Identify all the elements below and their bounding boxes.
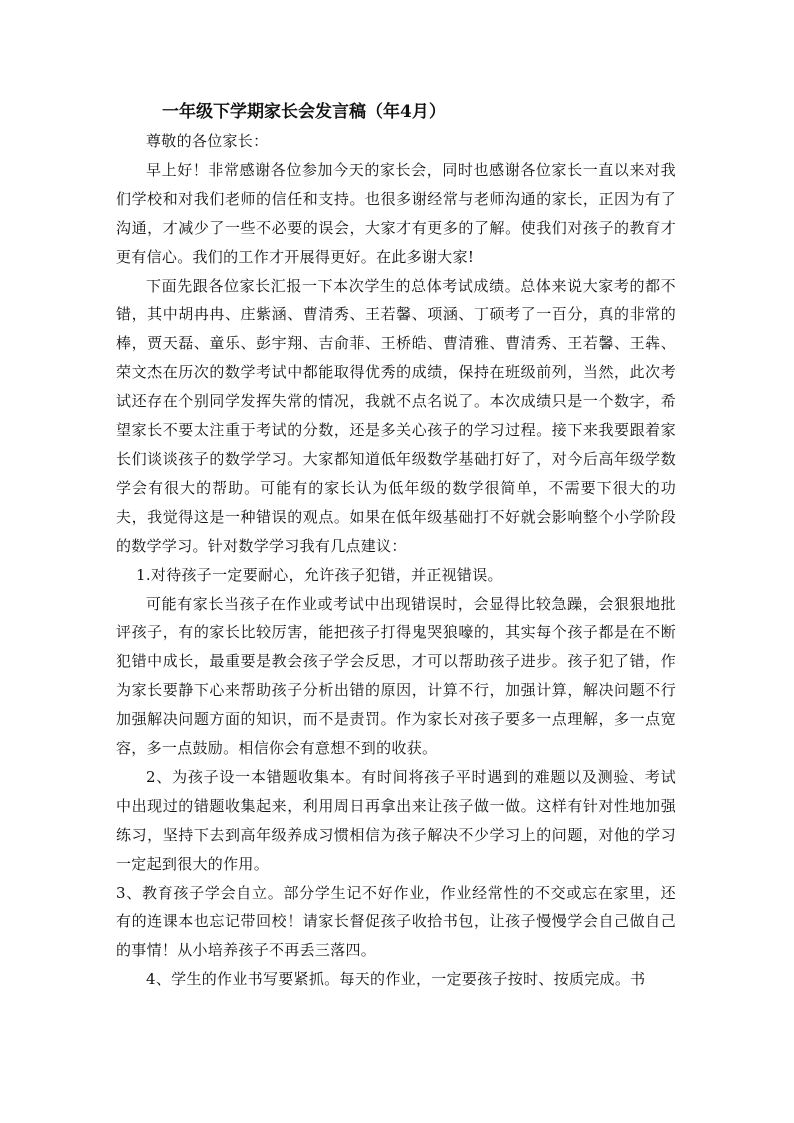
salutation: 尊敬的各位家长： <box>146 132 269 150</box>
document-title: 一年级下学期家长会发言稿（年4月） <box>162 102 446 122</box>
paragraph-patience: 可能有家长当孩子在作业或考试中出现错误时，会显得比较急躁，会狠狠地批评孩子，有的家长比较厉害，能把孩子打得鬼哭狼嚎的，其实每个孩子都是在不断犯错中成长，最重要是教会孩子学会反思，才可以帮助孩子进步。孩子犯了错，作为家长要静下心来帮助孩子分析出错的原因，计算不行，加强计算，解决问题不行加强解决问题方面的知识，而不是责罚。作为家长对孩子要多一点理解，多一点宽容，多一点鼓励。相信你会有意想不到的收获。 <box>116 594 676 758</box>
document-body <box>116 127 676 994</box>
suggestion-1-heading: 1.对待孩子一定要耐心，允许孩子犯错，并正视错误。 <box>136 565 503 584</box>
paragraph-exam-report: 下面先跟各位家长汇报一下本次学生的总体考试成绩。总体来说大家考的都不错，其中胡冉冉、庄紫涵、曹清秀、王若馨、项涵、丁硕考了一百分，真的非常的棒，贾天磊、童乐、彭宇翔、吉俞菲、王桥皓、曹清雅、曹清秀、王若馨、王犇、荣文杰在历次的数学考试中都能取得优秀的成绩，保持在班级前列，当然，此次考试还存在个别同学发挥失常的情况，我就不点名说了。本次成绩只是一个数字，希望家长不要太注重于考试的分数，还是多关心孩子的学习过程。接下来我要跟着家长们谈谈孩子的数学学习。大家都知道低年级数学基础打好了，对今后高年级学数学会有很大的帮助。可能有的家长认为低年级的数学很简单，不需要下很大的功夫，我觉得这是一种错误的观点。如果在低年级基础打不好就会影响整个小学阶段的数学学习。针对数学学习我有几点建议： <box>116 276 676 555</box>
suggestion-4: 4、学生的作业书写要紧抓。每天的作业，一定要孩子按时、按质完成。书 <box>146 970 646 989</box>
suggestion-3: 3、教育孩子学会自立。部分学生记不好作业，作业经常性的不交或忘在家里，还有的连课本也忘记带回校！请家长督促孩子收拾书包，让孩子慢慢学会自己做自己的事情！从小培养孩子不再丢三落四。 <box>116 883 676 960</box>
suggestion-2: 2、为孩子设一本错题收集本。有时间将孩子平时遇到的难题以及测验、考试中出现过的错题收集起来，利用周日再拿出来让孩子做一做。这样有针对性地加强练习，坚持下去到高年级养成习惯相信为孩子解决不少学习上的问题，对他的学习一定起到很大的作用。 <box>116 767 676 873</box>
paragraph-greeting: 早上好！非常感谢各位参加今天的家长会，同时也感谢各位家长一直以来对我们学校和对我们老师的信任和支持。也很多谢经常与老师沟通的家长，正因为有了沟通，才减少了一些不必要的误会，大家才有更多的了解。使我们对孩子的教育才更有信心。我们的工作才开展得更好。在此多谢大家! <box>116 160 676 266</box>
